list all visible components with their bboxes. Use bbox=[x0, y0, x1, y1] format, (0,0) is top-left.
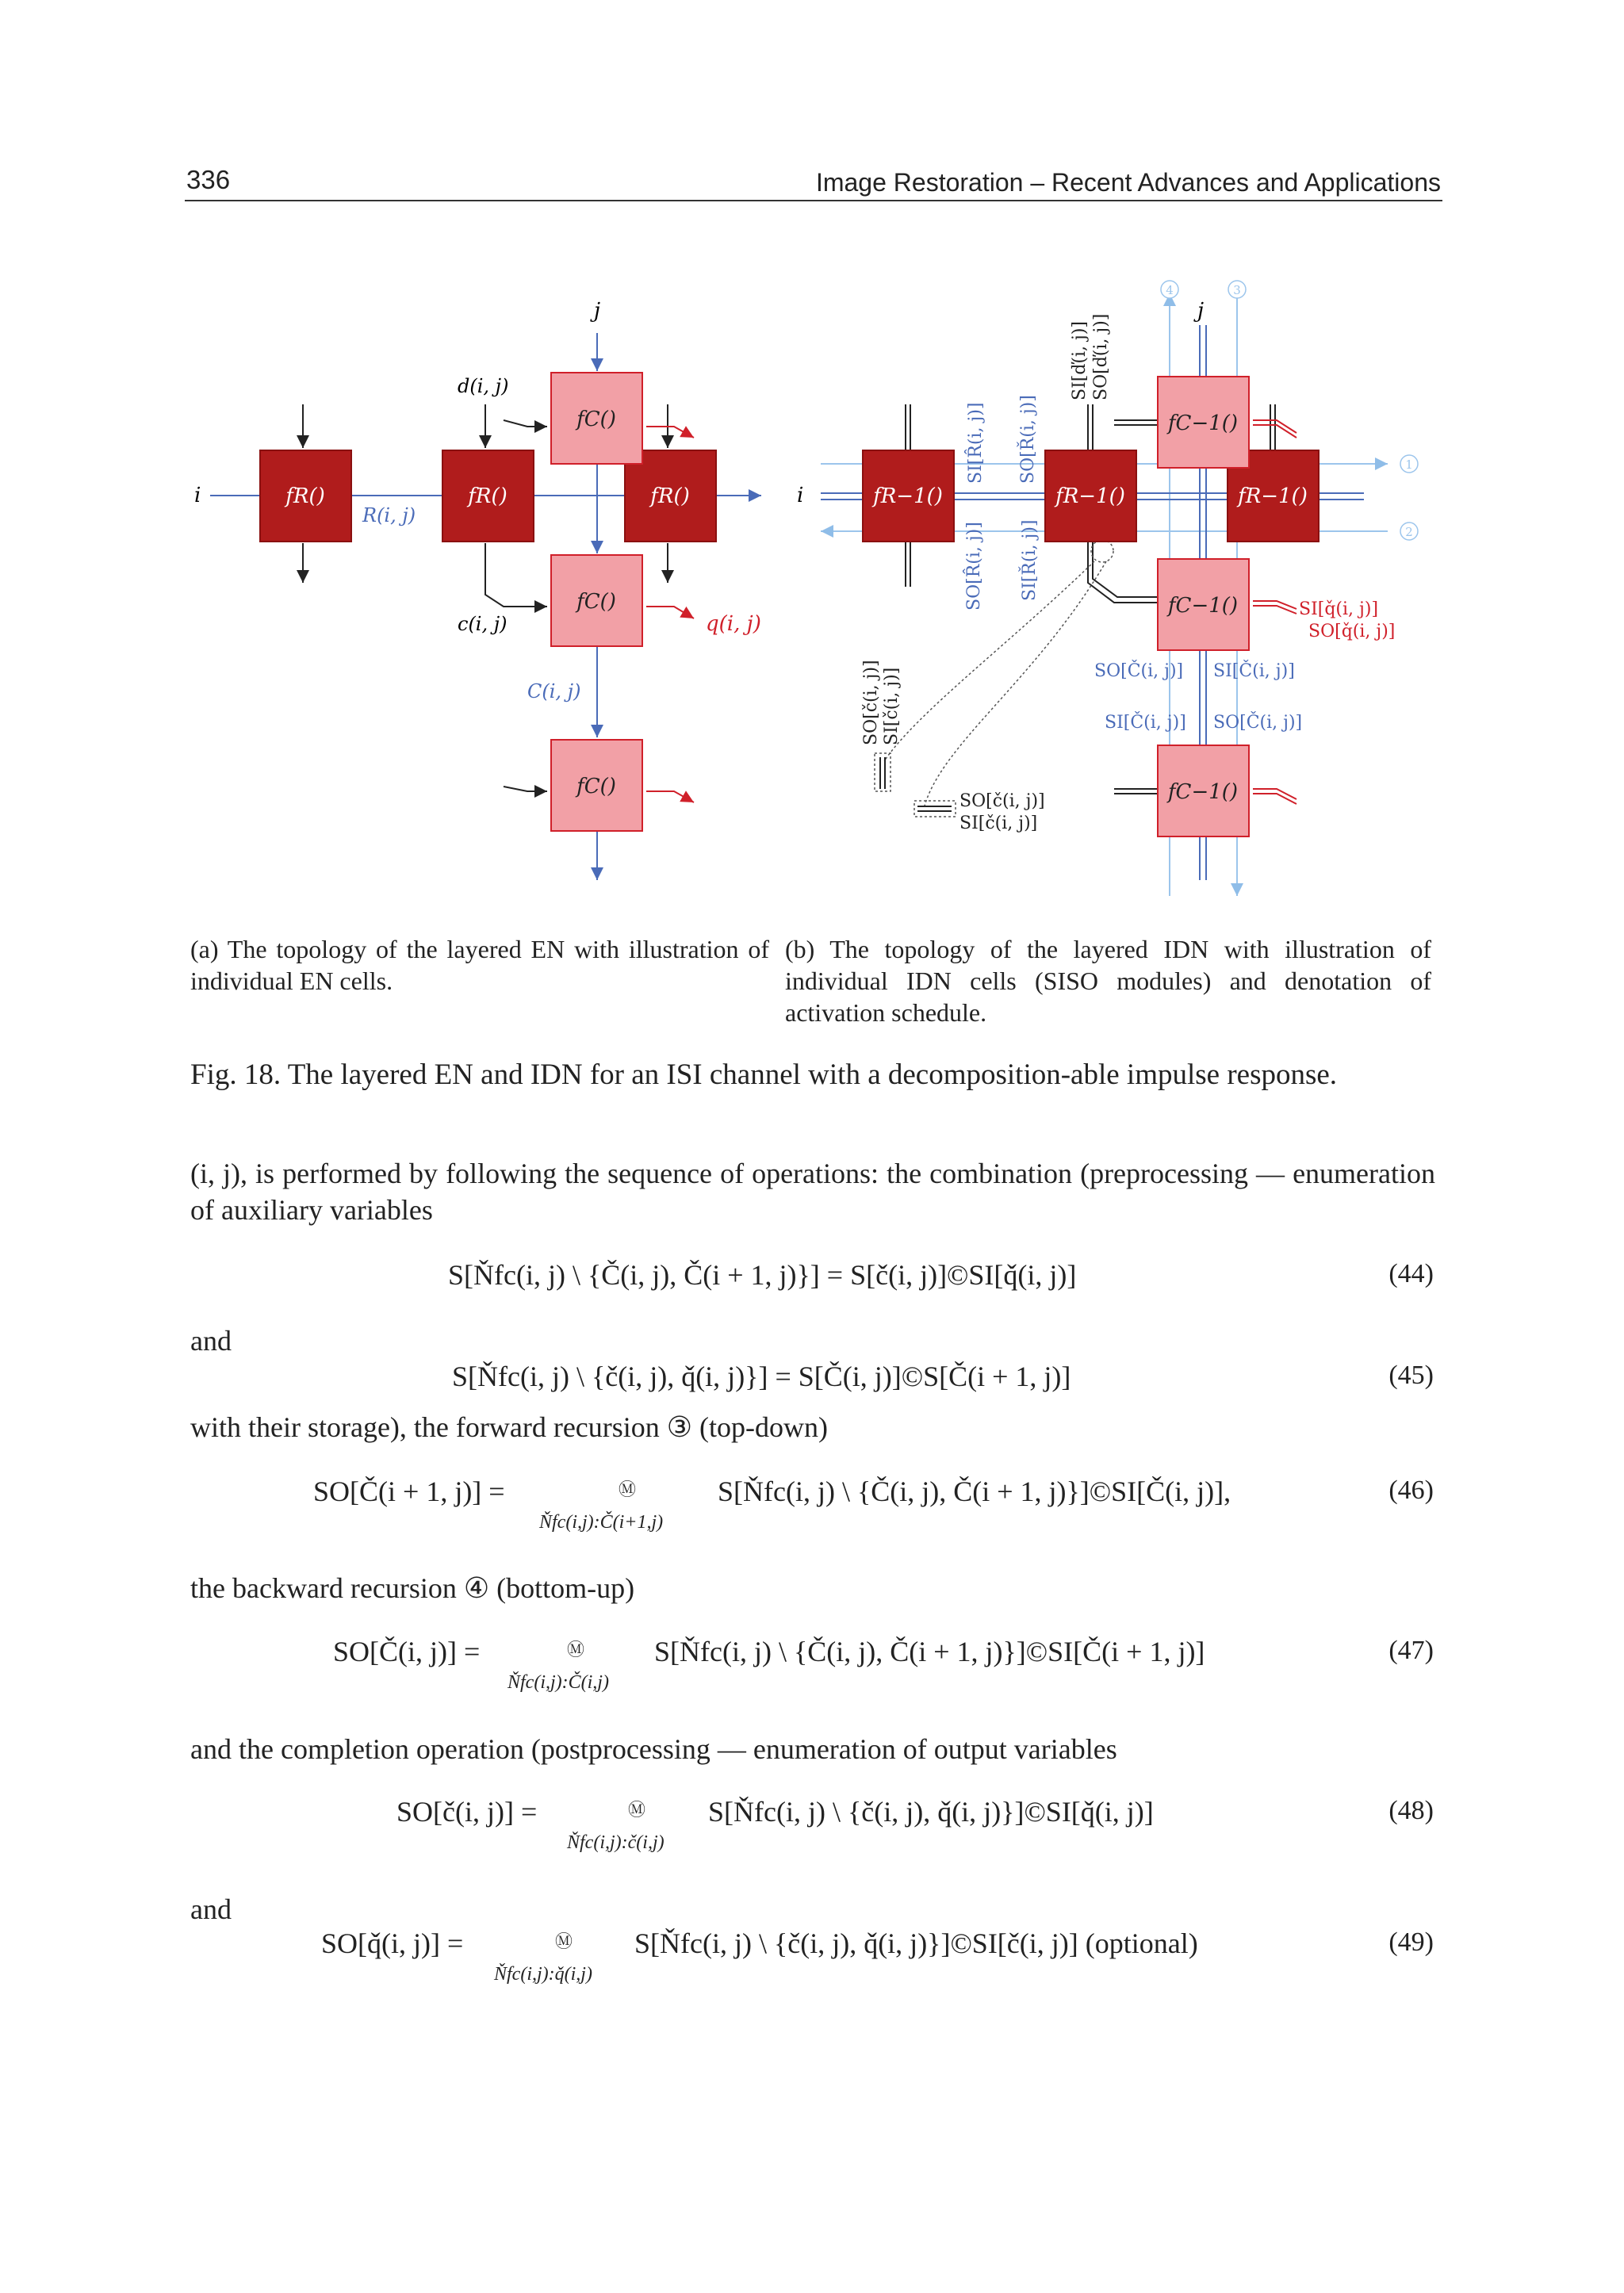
equation-45: S[Ňfc(i, j) \ {č(i, j), q̌(i, j)}] = S[Č(i, j)]©S[Č(i + 1, j)] bbox=[452, 1361, 1071, 1392]
fc-label-3: fC() bbox=[576, 775, 616, 798]
so-c-horizontal: SO[č(i, j)] bbox=[959, 791, 1045, 811]
so-d: SO[ď(i, j)] bbox=[1091, 313, 1111, 400]
idn-topology bbox=[797, 281, 1418, 896]
si-r-hat: SI[R̂(i, j)] bbox=[966, 402, 986, 484]
figure-svg bbox=[178, 270, 1443, 920]
so-q: SO[q̌(i, j)] bbox=[1308, 622, 1396, 641]
so-c-lower: SO[Č(i, j)] bbox=[1213, 713, 1303, 733]
and-2: and bbox=[190, 1893, 232, 1925]
paragraph-4: and the completion operation (postprocessing — enumeration of output variables bbox=[190, 1733, 1117, 1765]
equation-48-lhs: SO[č(i, j)] = bbox=[396, 1796, 538, 1828]
sched-1: 1 bbox=[1405, 457, 1413, 472]
sched-4: 4 bbox=[1166, 283, 1174, 297]
label-i-left: i bbox=[194, 484, 201, 507]
equation-47-rhs: S[Ňfc(i, j) \ {Č(i, j), Č(i + 1, j)}]©SI[Č(i + 1, j)] bbox=[654, 1636, 1205, 1667]
fr-label-2: fR() bbox=[468, 484, 508, 508]
operator-48: Ⓜ bbox=[628, 1801, 646, 1820]
label-i-right: i bbox=[797, 484, 804, 507]
equation-48-number: (48) bbox=[1388, 1796, 1434, 1825]
si-c-horizontal: SI[č(i, j)] bbox=[959, 813, 1038, 833]
label-d: d(i, j) bbox=[458, 375, 509, 397]
equation-46-lhs: SO[Č(i + 1, j)] = bbox=[313, 1476, 505, 1507]
fr-inv-label-1: fR−1() bbox=[873, 484, 943, 508]
and-1: and bbox=[190, 1325, 232, 1357]
fc-inv-label-3: fC−1() bbox=[1167, 780, 1239, 804]
fc-inv-label-2: fC−1() bbox=[1167, 594, 1239, 618]
si-q: SI[q̌(i, j)] bbox=[1299, 599, 1379, 619]
running-title: Image Restoration – Recent Advances and Applications bbox=[815, 168, 1441, 197]
fr-inv-label-2: fR−1() bbox=[1055, 484, 1125, 508]
equation-47-number: (47) bbox=[1388, 1636, 1434, 1665]
page-number: 336 bbox=[186, 165, 231, 194]
label-j-right: j bbox=[1197, 299, 1205, 323]
si-r-check: SI[Ř(i, j)] bbox=[1020, 519, 1040, 601]
equation-48-sub: Ňfc(i,j):č(i,j) bbox=[567, 1832, 665, 1853]
fr-inv-label-3: fR−1() bbox=[1238, 484, 1308, 508]
equation-44-number: (44) bbox=[1388, 1259, 1434, 1288]
label-c: c(i, j) bbox=[458, 613, 508, 635]
en-topology bbox=[194, 299, 761, 880]
equation-49-rhs: S[Ňfc(i, j) \ {č(i, j), q̌(i, j)}]©SI[č(i, j)] (optional) bbox=[634, 1927, 1198, 1959]
header-rule bbox=[185, 200, 1442, 201]
fr-label-1: fR() bbox=[285, 484, 325, 508]
so-c-vertical: SO[č(i, j)] bbox=[861, 660, 881, 745]
caption-a: (a) The topology of the layered EN with illustration of individual EN cells. bbox=[190, 935, 769, 995]
equation-44: S[Ňfc(i, j) \ {Č(i, j), Č(i + 1, j)}] = S[č(i, j)]©SI[q̌(i, j)] bbox=[448, 1259, 1077, 1291]
paragraph-3: the backward recursion ④ (bottom-up) bbox=[190, 1572, 635, 1604]
figure-18 bbox=[178, 270, 1443, 920]
caption-b: (b) The topology of the layered IDN with illustration of individual IDN cells (SISO modules) and denotation of activation schedule. bbox=[785, 935, 1431, 1027]
si-c-lower: SI[Č(i, j)] bbox=[1105, 713, 1186, 733]
equation-45-number: (45) bbox=[1388, 1361, 1434, 1390]
label-C: C(i, j) bbox=[527, 680, 581, 702]
equation-46-sub: Ňfc(i,j):Č(i+1,j) bbox=[539, 1512, 664, 1533]
label-q: q(i, j) bbox=[706, 612, 761, 636]
sched-3: 3 bbox=[1233, 283, 1241, 297]
so-r-check: SO[Ř(i, j)] bbox=[1018, 395, 1038, 484]
si-c-vertical: SI[č(i, j)] bbox=[882, 667, 902, 745]
paragraph-2: with their storage), the forward recursion ③ (top-down) bbox=[190, 1411, 829, 1443]
page-header bbox=[186, 165, 1441, 200]
fc-inv-label-1: fC−1() bbox=[1167, 412, 1239, 435]
si-d: SI[ď(i, j)] bbox=[1070, 320, 1090, 400]
so-r-hat: SO[R̂(i, j)] bbox=[964, 522, 984, 611]
si-c-upper: SI[Č(i, j)] bbox=[1213, 661, 1295, 681]
equation-46-rhs: S[Ňfc(i, j) \ {Č(i, j), Č(i + 1, j)}]©SI[Č(i, j)], bbox=[718, 1476, 1231, 1507]
equation-49-lhs: SO[q̌(i, j)] = bbox=[321, 1927, 464, 1959]
equation-49-number: (49) bbox=[1388, 1927, 1434, 1957]
fc-label-1: fC() bbox=[576, 408, 616, 431]
equation-47-lhs: SO[Č(i, j)] = bbox=[333, 1636, 481, 1667]
fr-label-3: fR() bbox=[650, 484, 690, 508]
equation-46-number: (46) bbox=[1388, 1476, 1434, 1505]
fc-label-2: fC() bbox=[576, 590, 616, 614]
label-j-left: j bbox=[594, 299, 601, 323]
operator-49: Ⓜ bbox=[555, 1932, 573, 1952]
sched-2: 2 bbox=[1405, 525, 1413, 539]
paragraph-1: (i, j), is performed by following the sequence of operations: the combination (preprocessing — enumeration of auxiliary variables bbox=[190, 1158, 1435, 1226]
operator-47: Ⓜ bbox=[567, 1640, 585, 1660]
equation-47-sub: Ňfc(i,j):Č(i,j) bbox=[508, 1672, 609, 1693]
label-R: R(i, j) bbox=[362, 504, 416, 526]
figure-caption: Fig. 18. The layered EN and IDN for an ISI channel with a decomposition-able impulse response. bbox=[190, 1058, 1338, 1091]
equation-48-rhs: S[Ňfc(i, j) \ {č(i, j), q̌(i, j)}]©SI[q̌(i, j)] bbox=[708, 1796, 1154, 1828]
operator-46: Ⓜ bbox=[619, 1480, 637, 1500]
so-c-upper: SO[Č(i, j)] bbox=[1094, 661, 1184, 681]
equation-49-sub: Ňfc(i,j):q̌(i,j) bbox=[494, 1964, 592, 1985]
